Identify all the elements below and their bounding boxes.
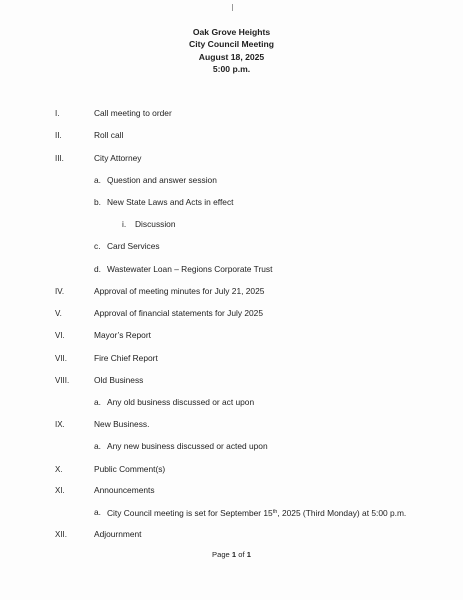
meeting-title: City Council Meeting: [189, 39, 274, 50]
meeting-date: August 18, 2025: [198, 51, 265, 62]
item-number: VII.: [55, 354, 68, 363]
subitem-text: Any old business discussed or act upon: [107, 397, 255, 407]
item-text: Public Comment(s): [94, 464, 166, 474]
item-text: Approval of meeting minutes for July 21, 2025: [94, 286, 265, 296]
item-number: XII.: [55, 530, 68, 539]
footer-of-word: of: [238, 550, 245, 559]
item-text: Announcements: [94, 485, 155, 495]
item-text: Fire Chief Report: [94, 353, 158, 363]
city-name: Oak Grove Heights: [192, 27, 271, 37]
footer-page-word: Page: [212, 550, 230, 559]
item-number: I.: [55, 109, 60, 118]
item-text: Old Business: [94, 375, 144, 385]
subitem-text-pre: City Council meeting is set for September 15: [107, 508, 273, 518]
subitem-letter: c.: [94, 241, 101, 251]
page-footer: [0, 550, 463, 559]
subitem-letter: b.: [94, 197, 101, 207]
subsubitem-text: Discussion: [135, 219, 176, 229]
item-text: New Business.: [94, 419, 150, 429]
item-text: Roll call: [94, 130, 124, 140]
item-text: Approval of financial statements for July 2025: [94, 308, 263, 318]
subitem-text: Wastewater Loan – Regions Corporate Trust: [107, 264, 273, 274]
subitem-letter: a.: [94, 441, 101, 451]
subitem-letter: a.: [94, 397, 101, 407]
footer-current-page: 1: [231, 550, 237, 559]
subitem-letter: a.: [94, 175, 101, 185]
subitem-text: Question and answer session: [107, 175, 217, 185]
item-number: V.: [55, 309, 62, 318]
item-number: III.: [55, 154, 64, 163]
item-number: XI.: [55, 486, 65, 495]
agenda-header: [0, 26, 463, 75]
item-number: VI.: [55, 331, 65, 340]
item-number: IX.: [55, 420, 65, 429]
item-number: IV.: [55, 287, 65, 296]
scan-mark: [232, 4, 233, 11]
subitem-letter: a.: [94, 507, 101, 517]
footer-total-pages: 1: [246, 550, 251, 559]
subitem-text: Any new business discussed or acted upon: [107, 441, 268, 451]
subitem-letter: d.: [94, 264, 101, 274]
item-text: Mayor’s Report: [94, 330, 151, 340]
item-text: Adjournment: [94, 529, 142, 539]
item-number: X.: [55, 465, 63, 474]
meeting-time: 5:00 p.m.: [212, 63, 251, 74]
subitem-text: [107, 507, 406, 519]
item-text: Call meeting to order: [94, 108, 172, 118]
item-number: VIII.: [55, 376, 70, 385]
subsubitem-numeral: i.: [122, 219, 127, 229]
item-number: II.: [55, 131, 62, 140]
ordinal-suffix: th: [272, 509, 278, 515]
subitem-text-post: , 2025 (Third Monday) at 5:00 p.m.: [277, 508, 407, 518]
subitem-text: New State Laws and Acts in effect: [107, 197, 234, 207]
subitem-text: Card Services: [107, 241, 160, 251]
item-text: City Attorney: [94, 153, 142, 163]
